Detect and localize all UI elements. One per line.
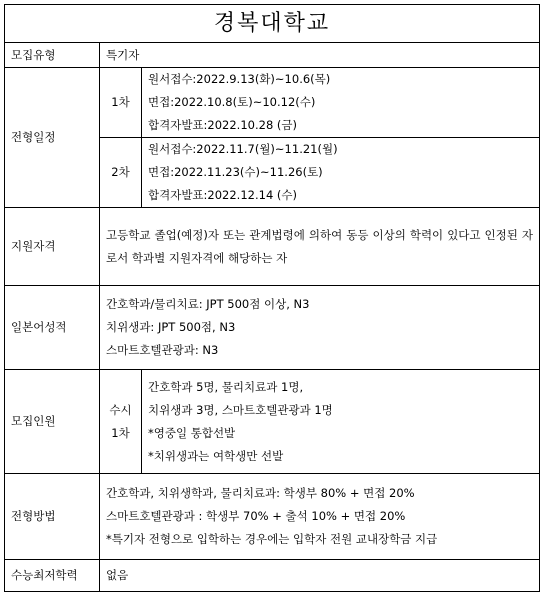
method-details xyxy=(100,474,540,560)
admission-document xyxy=(4,4,539,592)
method-line-1: 간호학과, 치위생학과, 물리치료과: 학생부 80% + 면접 20% xyxy=(106,486,415,500)
quota-label: 모집인원 xyxy=(5,370,100,474)
quota-round-line-1: 수시 xyxy=(109,402,132,417)
japanese-line-nursing: 간호학과/물리치료: JPT 500점 이상, N3 xyxy=(106,297,310,311)
quota-note-1: *영중일 통합선발 xyxy=(148,425,236,440)
round-2-apply: 원서접수:2022.11.7(월)~11.21(월) xyxy=(148,142,338,156)
csat-label: 수능최저학력 xyxy=(5,560,100,592)
round-2-label: 2차 xyxy=(100,138,142,208)
japanese-line-hotel: 스마트호텔관광과: N3 xyxy=(106,343,219,357)
page-title: 경복대학교 xyxy=(5,5,540,43)
japanese-details xyxy=(100,286,540,370)
round-1-interview: 면접:2022.10.8(토)~10.12(수) xyxy=(148,95,316,109)
csat-value: 없음 xyxy=(100,560,540,592)
round-2-announce: 합격자발표:2022.12.14 (수) xyxy=(148,188,298,202)
method-note: *특기자 전형으로 입학하는 경우에는 입학자 전원 교내장학금 지급 xyxy=(106,532,438,546)
method-label: 전형방법 xyxy=(5,474,100,560)
round-1-details xyxy=(142,68,540,138)
japanese-label: 일본어성적 xyxy=(5,286,100,370)
round-1-announce: 합격자발표:2022.10.28 (금) xyxy=(148,118,298,132)
quota-details xyxy=(142,370,540,474)
category-value: 특기자 xyxy=(100,43,540,68)
round-1-label: 1차 xyxy=(100,68,142,138)
round-1-apply: 원서접수:2022.9.13(화)~10.6(목) xyxy=(148,72,331,86)
eligibility-label: 지원자격 xyxy=(5,208,100,286)
quota-note-2: *치위생과는 여학생만 선발 xyxy=(148,448,284,463)
round-2-details xyxy=(142,138,540,208)
quota-round-line-2: 1차 xyxy=(111,425,130,440)
method-line-2: 스마트호텔관광과 : 학생부 70% + 출석 10% + 면접 20% xyxy=(106,509,406,523)
quota-line-1: 간호학과 5명, 물리치료과 1명, xyxy=(148,379,304,394)
japanese-line-dental: 치위생과: JPT 500점, N3 xyxy=(106,320,236,334)
quota-round xyxy=(100,370,142,474)
admission-table xyxy=(4,4,540,592)
eligibility-value: 고등학교 졸업(예정)자 또는 관계법령에 의하여 동등 이상의 학력이 있다고 인정된 자로서 학과별 지원자격에 해당하는 자 xyxy=(100,208,540,286)
schedule-label: 전형일정 xyxy=(5,68,100,208)
category-label: 모집유형 xyxy=(5,43,100,68)
quota-line-2: 치위생과 3명, 스마트호텔관광과 1명 xyxy=(148,402,333,417)
round-2-interview: 면접:2022.11.23(수)~11.26(토) xyxy=(148,165,323,179)
